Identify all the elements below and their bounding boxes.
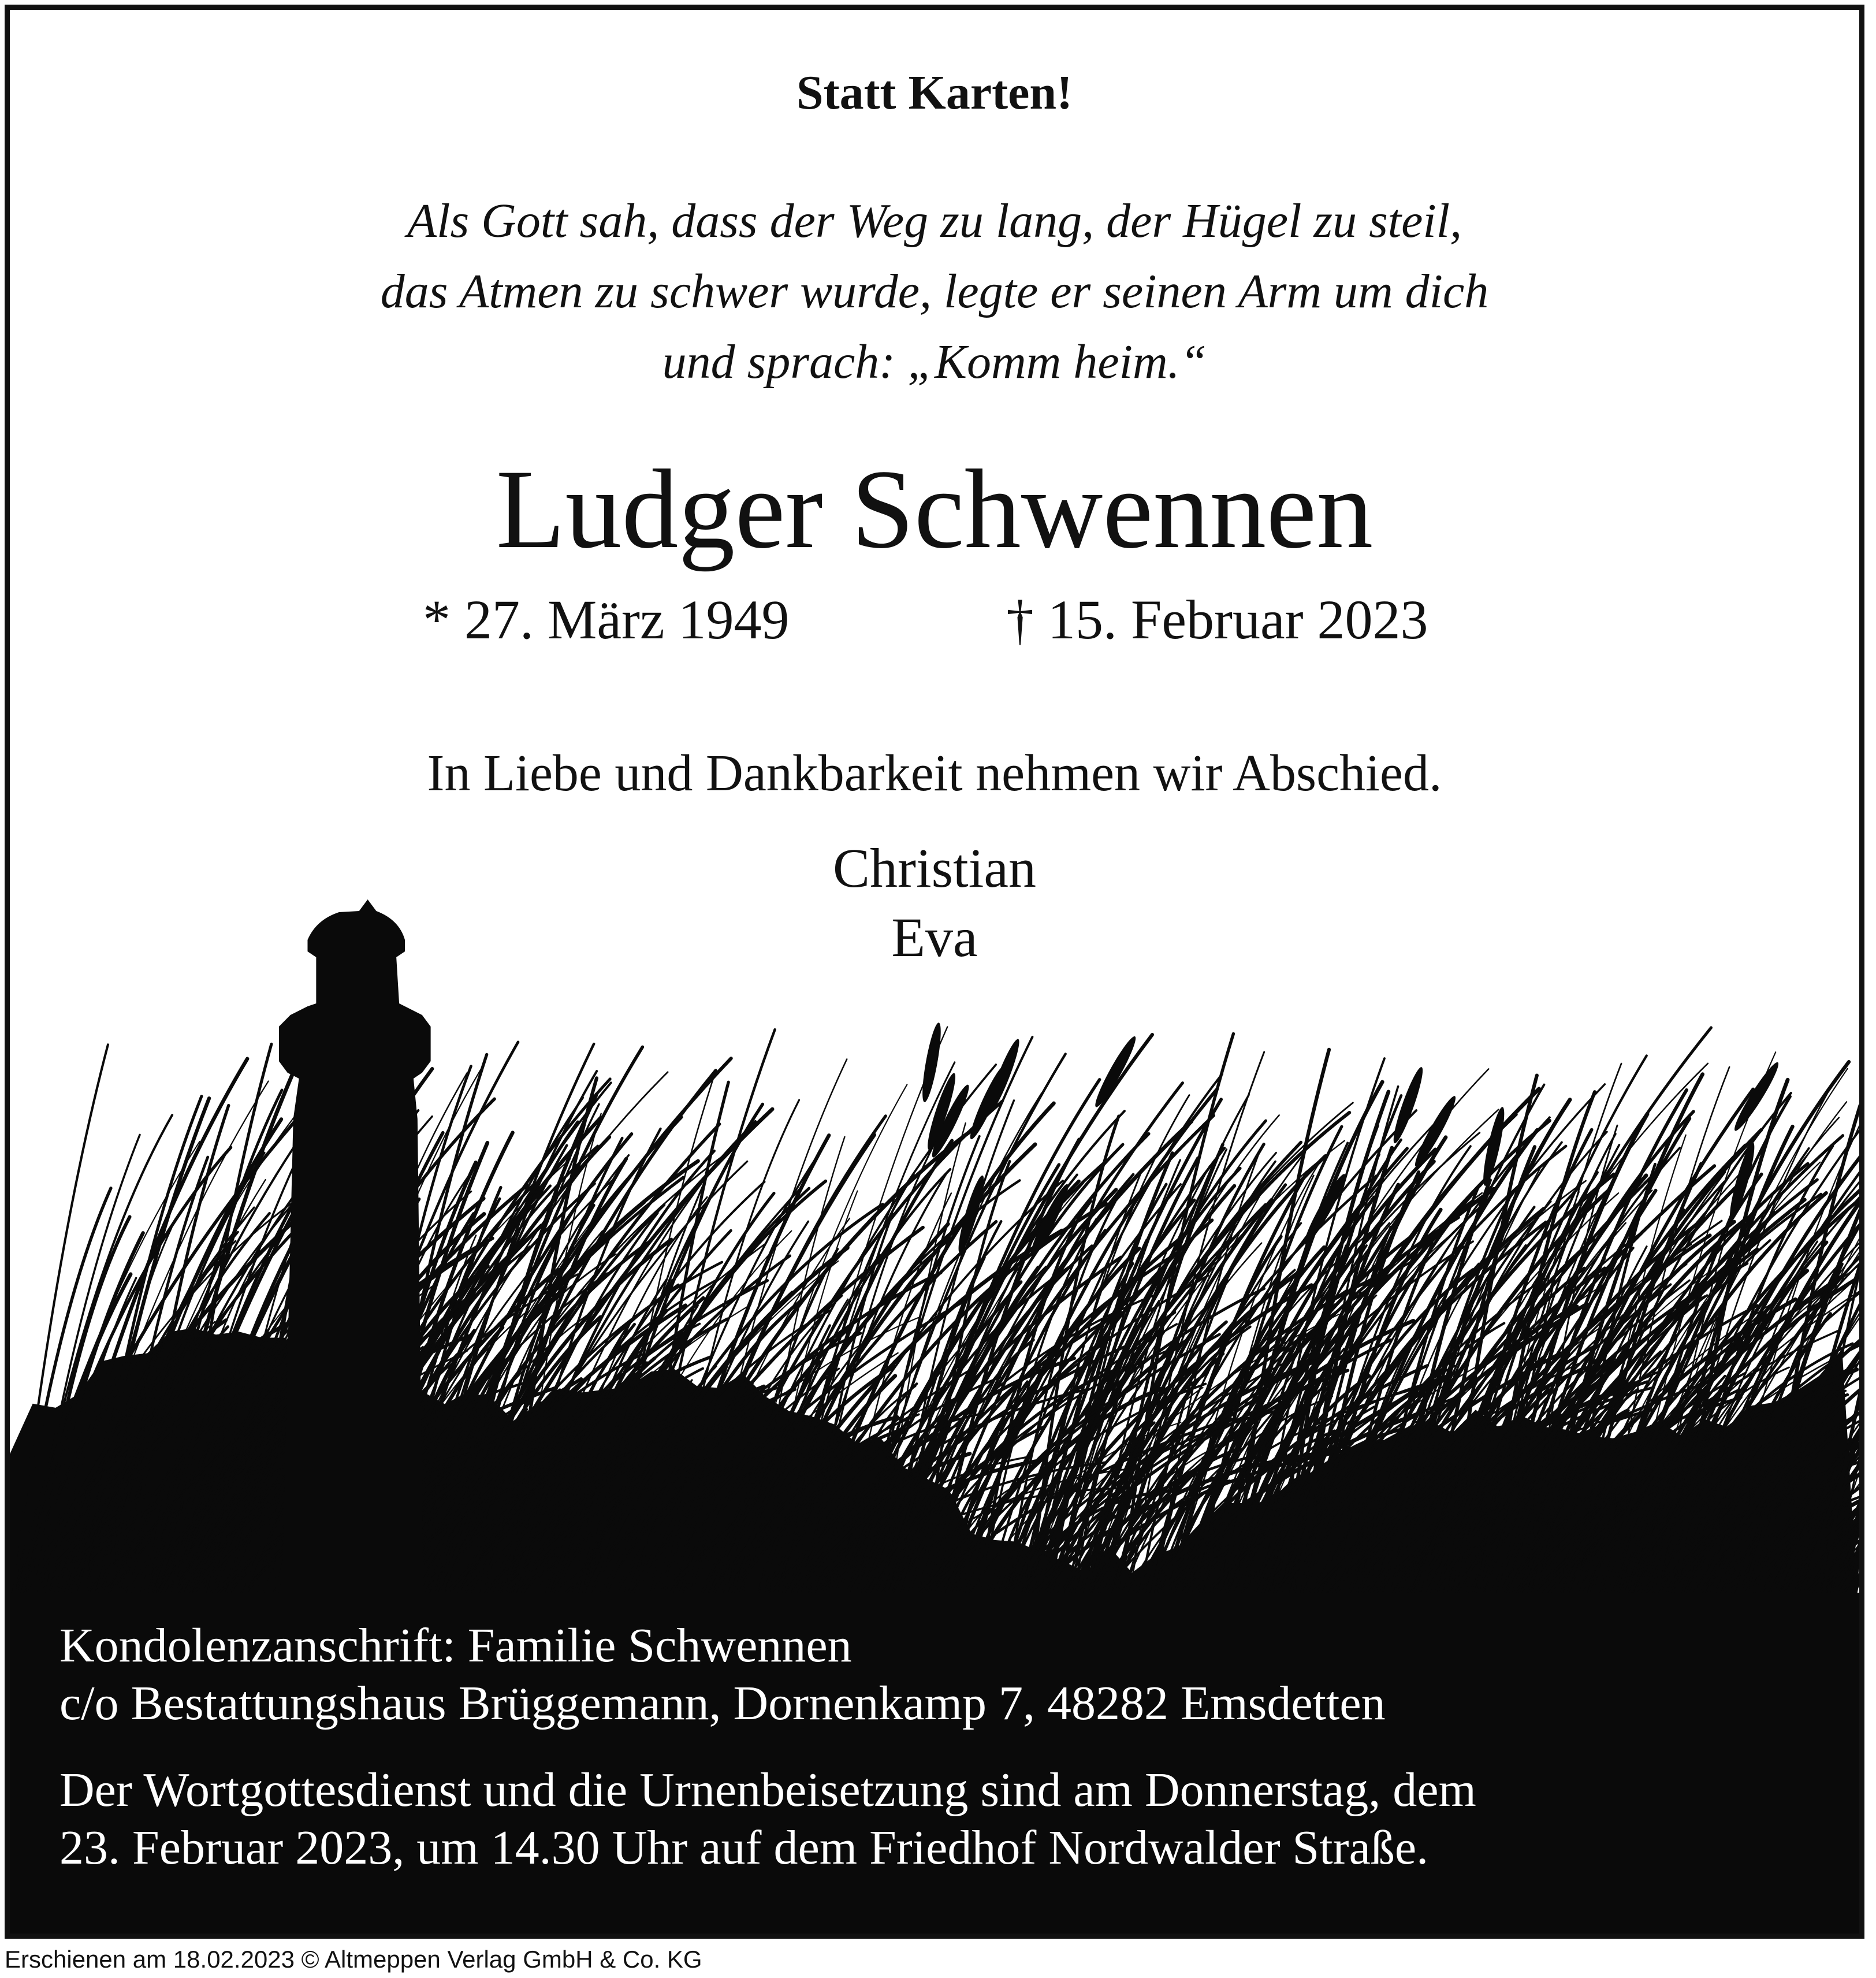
farewell-text: In Liebe und Dankbarkeit nehmen wir Abschied. bbox=[427, 745, 1442, 802]
verse-line: Als Gott sah, dass der Weg zu lang, der Hügel zu steil, bbox=[407, 194, 1462, 248]
death-date: † 15. Februar 2023 bbox=[1006, 589, 1428, 650]
lighthouse-icon bbox=[279, 899, 431, 1598]
birth-date: * 27. März 1949 bbox=[423, 589, 790, 650]
service-line: 23. Februar 2023, um 14.30 Uhr auf dem Friedhof Nordwalder Straße. bbox=[59, 1821, 1429, 1875]
heading: Statt Karten! bbox=[796, 66, 1073, 120]
mourner-name: Eva bbox=[891, 906, 978, 968]
contact-line: Kondolenzanschrift: Familie Schwennen bbox=[59, 1619, 852, 1672]
service-line: Der Wortgottesdienst und die Urnenbeisetzung sind am Donnerstag, dem bbox=[59, 1763, 1476, 1817]
verse-line: das Atmen zu schwer wurde, legte er seinen Arm um dich bbox=[380, 265, 1489, 318]
deceased-name: Ludger Schwennen bbox=[496, 447, 1374, 572]
dune-scene bbox=[10, 876, 1859, 1627]
verse-line: und sprach: „Komm heim.“ bbox=[662, 335, 1207, 389]
verse bbox=[10, 186, 1859, 397]
publication-credit: Erschienen am 18.02.2023 © Altmeppen Verlag GmbH & Co. KG bbox=[5, 1946, 702, 1973]
mourner-name: Christian bbox=[833, 837, 1036, 899]
contact-line: c/o Bestattungshaus Brüggemann, Dornenkamp 7, 48282 Emsdetten bbox=[59, 1676, 1386, 1730]
